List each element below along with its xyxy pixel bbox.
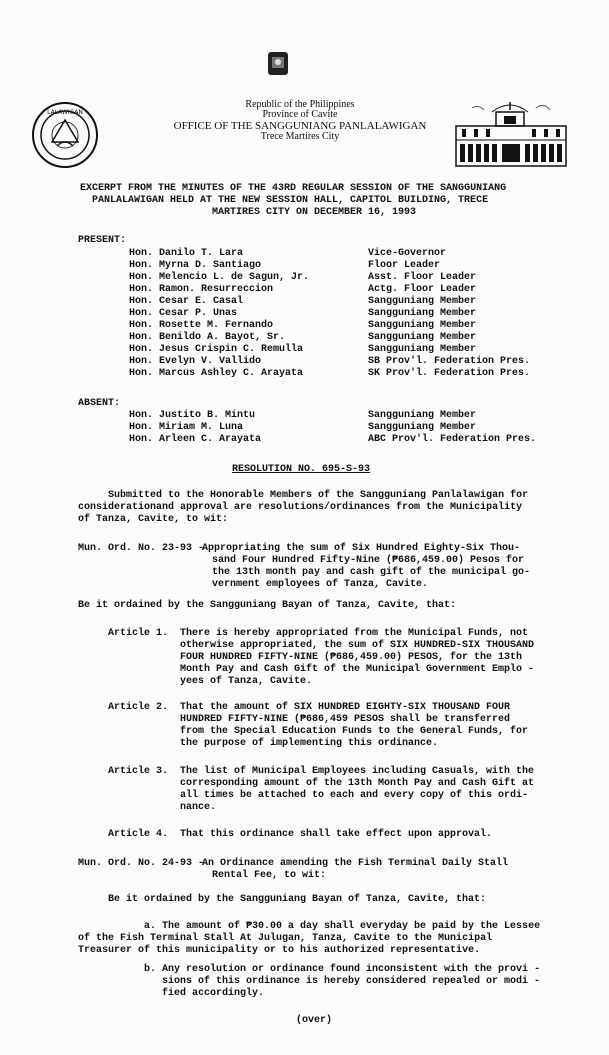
provincial-seal-icon (30, 100, 100, 170)
article-3-label: Article 3. (108, 766, 169, 777)
article-line: nance. (180, 802, 217, 813)
member-name: Hon. Evelyn V. Vallido (129, 356, 262, 367)
member-name: Hon. Marcus Ashley C. Arayata (129, 368, 304, 379)
para-a-line: a. The amount of ₱30.00 a day shall everyday be paid by the Lessee (144, 921, 541, 932)
header-city: Trece Martires City (260, 131, 340, 142)
para-b-line: sions of this ordinance is hereby considered repealed or modi - (162, 976, 541, 987)
ordain-statement-1: Be it ordained by the Sangguniang Bayan of Tanza, Cavite, that: (78, 600, 457, 611)
top-emblem-icon (266, 50, 290, 78)
member-name: Hon. Danilo T. Lara (129, 248, 244, 259)
para-a-line: Treasurer of this municipality or to his authorized representative. (78, 945, 481, 956)
member-position: Sangguniang Member (368, 422, 477, 433)
article-line: yees of Tanza, Cavite. (180, 676, 313, 687)
ord2-line: An Ordinance amending the Fish Terminal Daily Stall (202, 858, 509, 869)
member-position: Sangguniang Member (368, 344, 477, 355)
para-b-line: b. Any resolution or ordinance found inconsistent with the provi - (144, 964, 541, 975)
ord1-line: the 13th month pay and cash gift of the municipal go- (212, 567, 531, 578)
member-position: SB Prov'l. Federation Pres. (368, 356, 531, 367)
article-line: That the amount of SIX HUNDRED EIGHTY-SIX THOUSAND FOUR (180, 702, 511, 713)
ord1-text (202, 543, 531, 591)
ord1-line: vernment employees of Tanza, Cavite. (212, 579, 429, 590)
member-position: Actg. Floor Leader (368, 284, 477, 295)
ord1-line: Appropriating the sum of Six Hundred Eighty-Six Thou- (202, 543, 521, 554)
member-name: Hon. Justito B. Mintu (129, 410, 256, 421)
ordain-statement-2: Be it ordained by the Sangguniang Bayan of Tanza, Cavite, that: (108, 894, 487, 905)
ord2-label: Mun. Ord. No. 24-93 - (78, 858, 205, 869)
member-position: Vice-Governor (368, 248, 447, 259)
member-position: Asst. Floor Leader (368, 272, 477, 283)
intro-line: Submitted to the Honorable Members of the Sangguniang Panlalawigan for (108, 490, 529, 501)
member-name: Hon. Miriam M. Luna (129, 422, 244, 433)
ord1-label: Mun. Ord. No. 23-93 - (78, 543, 205, 554)
article-4-text: That this ordinance shall take effect upon approval. (180, 829, 493, 840)
article-4-label: Article 4. (108, 829, 169, 840)
article-line: corresponding amount of the 13th Month Pay and Cash Gift at (180, 778, 535, 789)
member-position: Sangguniang Member (368, 410, 477, 421)
member-position: SK Prov'l. Federation Pres. (368, 368, 531, 379)
article-line: all times be attached to each and every copy of this ordi- (180, 790, 529, 801)
member-name: Hon. Rosette M. Fernando (129, 320, 274, 331)
para-a-line: of the Fish Terminal Stall At Julugan, Tanza, Cavite to the Municipal (78, 933, 493, 944)
ord2-line: Rental Fee, to wit: (212, 870, 327, 881)
member-name: Hon. Melencio L. de Sagun, Jr. (129, 272, 310, 283)
article-line: from the Special Education Funds to the General Funds, for (180, 726, 529, 737)
paragraph-b (144, 964, 540, 1000)
member-position: Sangguniang Member (368, 308, 477, 319)
article-1-text (180, 628, 534, 688)
excerpt-block (80, 183, 540, 219)
header-province: Province of Cavite (262, 109, 338, 120)
intro-paragraph (78, 490, 528, 526)
member-position: Floor Leader (368, 260, 441, 271)
member-name: Hon. Jesus Crispin C. Remulla (129, 344, 304, 355)
article-line: otherwise appropriated, the sum of SIX HUNDRED-SIX THOUSAND (180, 640, 535, 651)
member-name: Hon. Benildo A. Bayot, Sr. (129, 332, 286, 343)
article-2-label: Article 2. (108, 702, 169, 713)
article-line: the purpose of implementing this ordinance. (180, 738, 439, 749)
present-label: PRESENT: (78, 235, 127, 246)
article-3-text (180, 766, 534, 814)
ord2-text (202, 858, 509, 882)
para-b-line: fied accordingly. (162, 988, 265, 999)
intro-line: considerationand approval are resolutions/ordinances from the Municipality (78, 502, 523, 513)
header-republic: Republic of the Philippines (245, 99, 355, 110)
member-name: Hon. Cesar P. Unas (129, 308, 238, 319)
member-name: Hon. Ramon. Resurreccion (129, 284, 274, 295)
paragraph-a (78, 921, 540, 957)
article-line: The list of Municipal Employees including Casuals, with the (180, 766, 535, 777)
excerpt-line: PANLALAWIGAN HELD AT THE NEW SESSION HALL, CAPITOL BUILDING, TRECE (92, 195, 489, 206)
absent-label: ABSENT: (78, 398, 121, 409)
member-position: Sangguniang Member (368, 332, 477, 343)
member-name: Hon. Arleen C. Arayata (129, 434, 262, 445)
article-2-text (180, 702, 528, 750)
member-name: Hon. Myrna D. Santiago (129, 260, 262, 271)
member-position: Sangguniang Member (368, 296, 477, 307)
article-1-label: Article 1. (108, 628, 169, 639)
header-office: OFFICE OF THE SANGGUNIANG PANLALAWIGAN (173, 120, 427, 132)
article-line: FOUR HUNDRED FIFTY-NINE (₱686,459.00) PESOS, for the 13th (180, 652, 523, 663)
member-position: ABC Prov'l. Federation Pres. (368, 434, 537, 445)
svg-text:LALAWIGAN: LALAWIGAN (47, 109, 83, 116)
intro-line: of Tanza, Cavite, to wit: (78, 514, 229, 525)
excerpt-line: EXCERPT FROM THE MINUTES OF THE 43RD REGULAR SESSION OF THE SANGGUNIANG (80, 183, 507, 194)
excerpt-line: MARTIRES CITY ON DECEMBER 16, 1993 (212, 207, 417, 218)
member-position: Sangguniang Member (368, 320, 477, 331)
article-line: There is hereby appropriated from the Municipal Funds, not (180, 628, 529, 639)
member-name: Hon. Cesar E. Casal (129, 296, 244, 307)
ord1-line: sand Four Hundred Fifty-Nine (₱686,459.00) Pesos for (212, 555, 525, 566)
footer-over: (over) (296, 1015, 333, 1026)
resolution-title: RESOLUTION NO. 695-S-93 (232, 464, 371, 475)
article-line: HUNDRED FIFTY-NINE (₱686,459 PESOS shall be transferred (180, 714, 511, 725)
article-line: Month Pay and Cash Gift of the Municipal Government Emplo - (180, 664, 535, 675)
